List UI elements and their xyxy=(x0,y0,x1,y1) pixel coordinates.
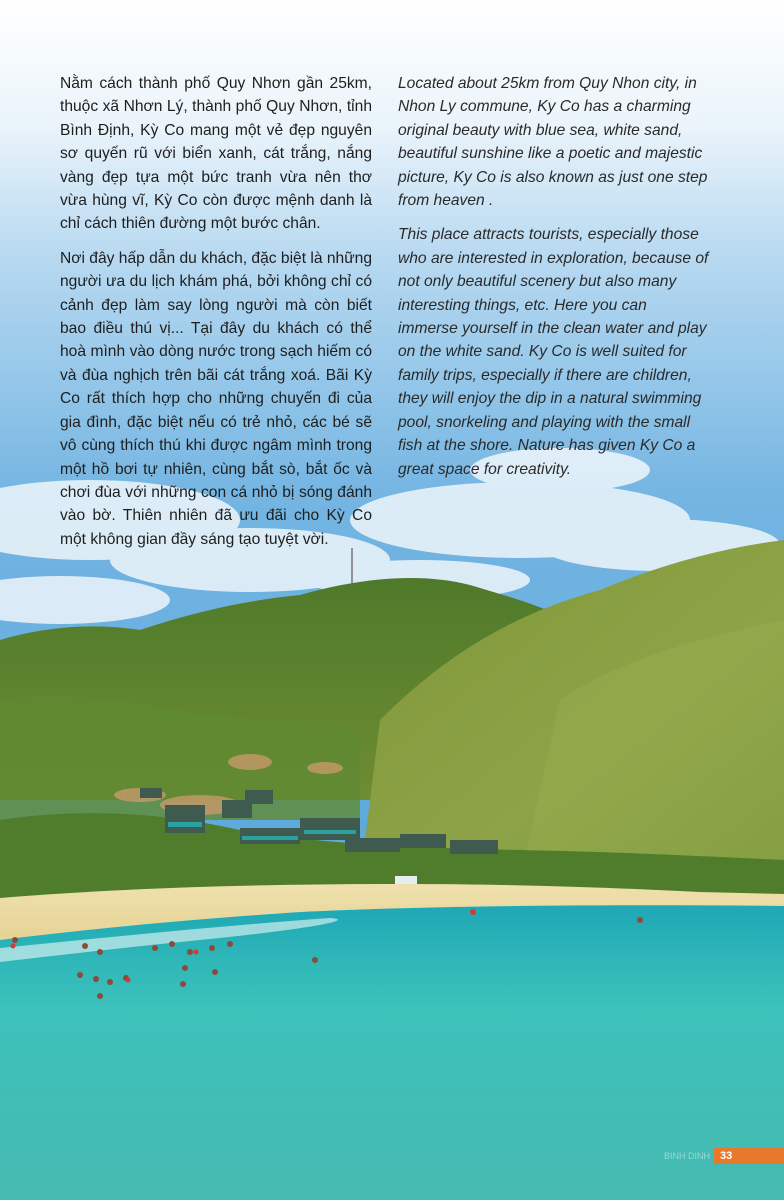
page-number: 33 xyxy=(714,1148,784,1164)
english-paragraph: Located about 25km from Quy Nhon city, in Nhon Ly commune, Ky Co has a charming original beauty with blue sea, white sand, beautiful sunshine like a poetic and majestic picture, Ky Co is also known as just one step from heaven . xyxy=(398,75,708,210)
running-footer: BINH DINH xyxy=(663,1151,710,1161)
vietnamese-paragraph: Nằm cách thành phố Quy Nhơn gần 25km, thuộc xã Nhơn Lý, thành phố Quy Nhơn, tỉnh Bình Định, Kỳ Co mang một vẻ đẹp nguyên sơ quyến rũ với biển xanh, cát trắng, nắng vàng đẹp tựa một bức tranh vừa nên thơ vừa hùng vĩ, Kỳ Co còn được mệnh danh là chỉ cách thiên đường một bước chân. xyxy=(60,75,372,233)
vietnamese-paragraph: Nơi đây hấp dẫn du khách, đặc biệt là những người ưa du lịch khám phá, bởi không chỉ có cảnh đẹp làm say lòng người mà còn biết bao điều thú vị... Tại đây du khách có thể hoà mình vào dòng nước trong sạch hiếm có và đùa nghịch trên bãi cát trắng xoá. Bãi Kỳ Co rất thích hợp cho những chuyến đi của gia đình, đặc biệt nếu có trẻ nhỏ, các bé sẽ vô cùng thích thú khi được ngâm mình trong một hồ bơi tự nhiên, cùng bắt sò, bắt ốc và chơi đùa với những con cá nhỏ bị sóng đánh vào bờ. Thiên nhiên đã ưu đãi cho Kỳ Co một không gian đầy sáng tạo tuyệt vời. xyxy=(60,249,372,548)
english-text-column xyxy=(398,72,710,492)
vietnamese-text-column xyxy=(60,72,372,562)
english-paragraph: This place attracts tourists, especially those who are interested in exploration, because of not only beautiful scenery but also many interesting things, etc. Here you can immerse yourself in the clean water and play on the white sand. Ky Co is well suited for family trips, especially if there are children, they will enjoy the dip in a natural swimming pool, snorkeling and playing with the small fish at the shore. Nature has given Ky Co a great space for creativity. xyxy=(398,226,709,478)
